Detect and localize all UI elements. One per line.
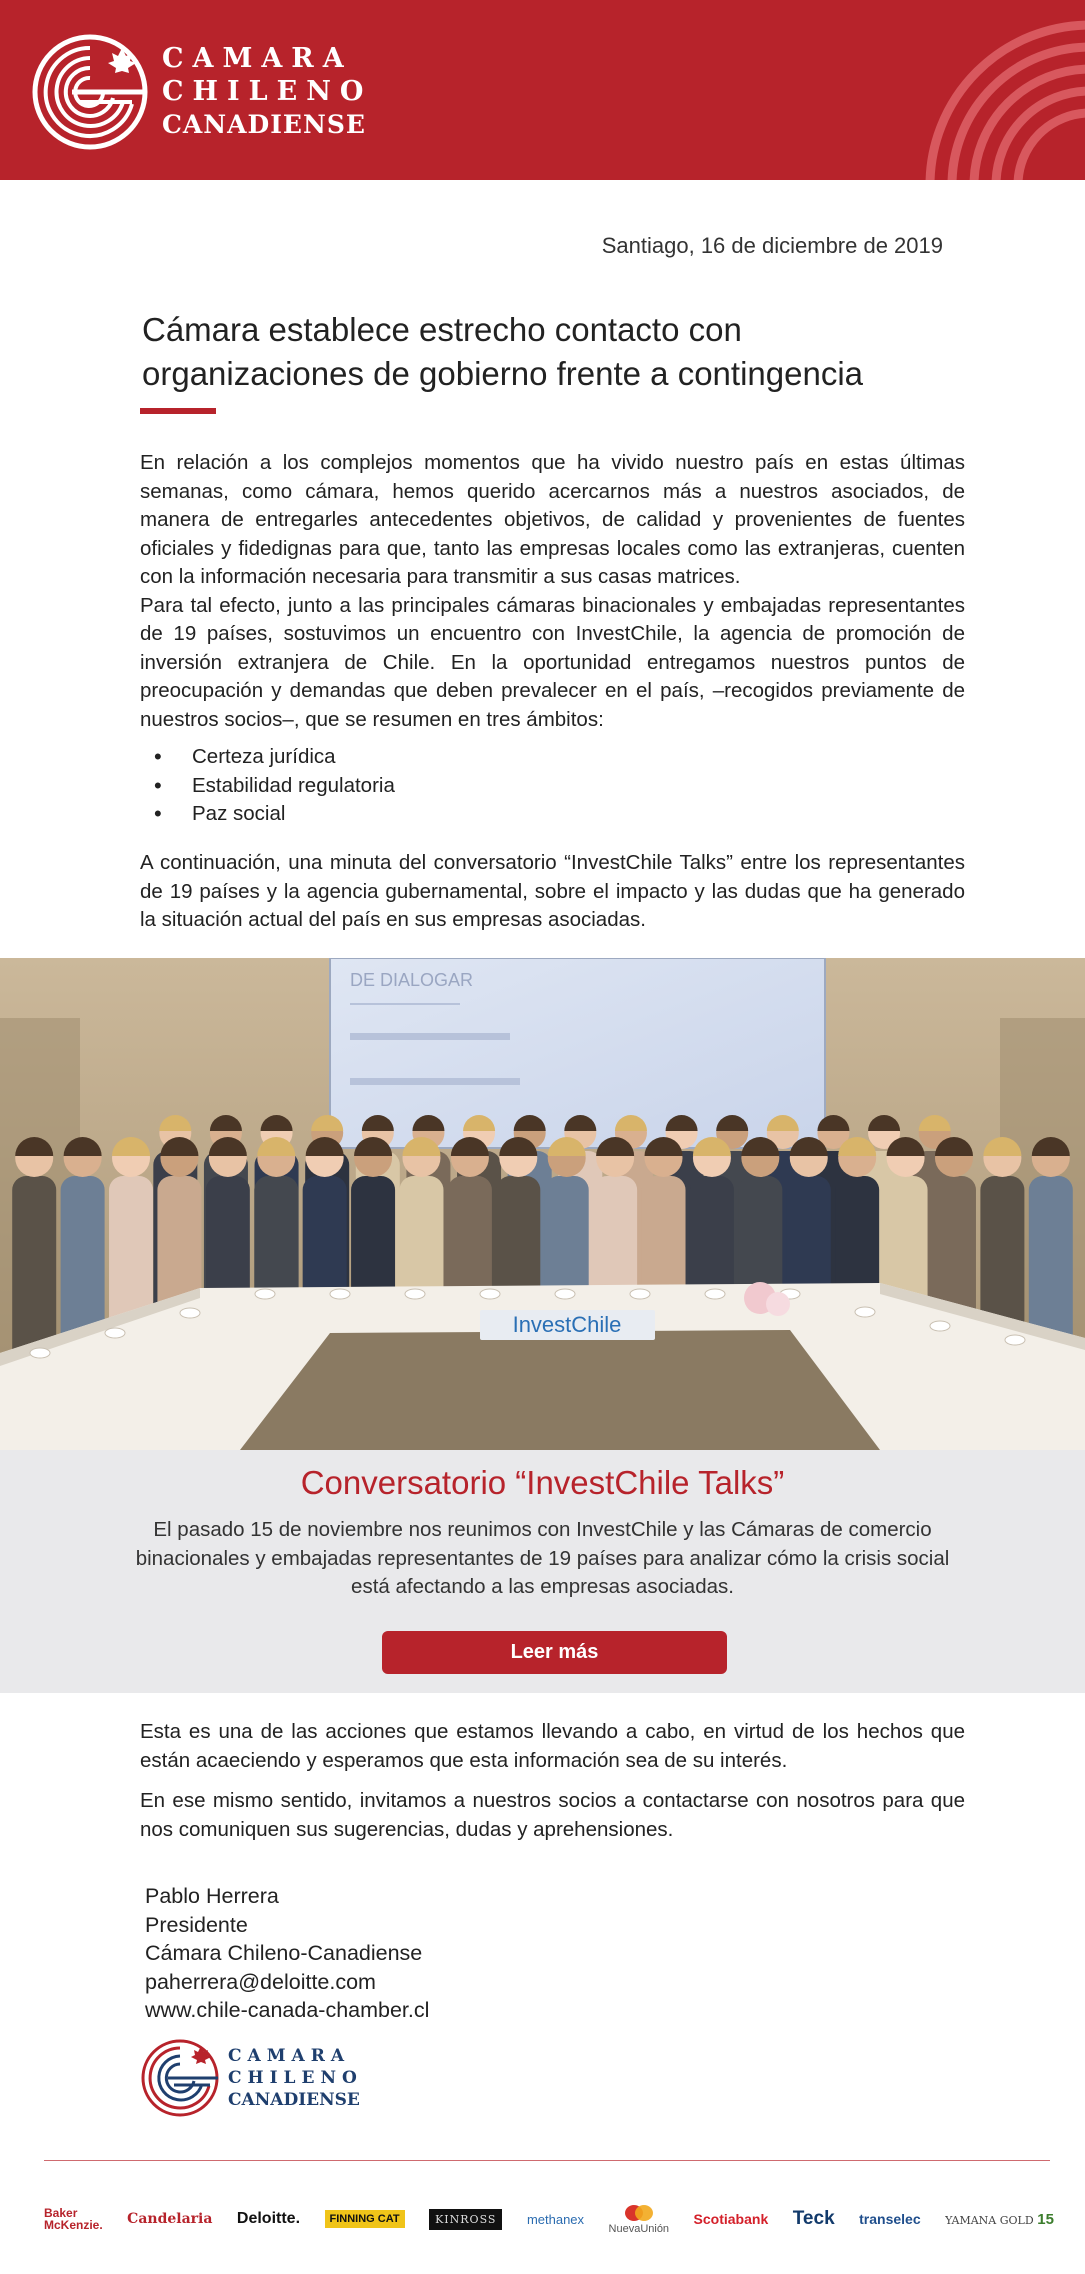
sponsor-baker-mckenzie <box>44 2207 103 2231</box>
minutes-intro <box>140 849 965 935</box>
sponsor-kinross: KINROSS <box>429 2209 502 2230</box>
sponsor-baker-line-1: Baker <box>44 2206 78 2220</box>
sponsor-logos <box>44 2196 1054 2242</box>
signer-organization: Cámara Chileno-Canadiense <box>145 1941 423 1965</box>
footer-brand-line-2: CHILENO <box>228 2068 363 2088</box>
sponsor-fifteen: 15 <box>1037 2210 1054 2228</box>
brand-line-3: CANADIENSE <box>162 110 366 139</box>
closing-text <box>140 1718 965 1844</box>
list-item: • Certeza jurídica <box>140 743 840 772</box>
sponsor-yamana: YAMANA GOLD <box>945 2213 1034 2227</box>
sponsor-scotiabank: Scotiabank <box>693 2211 769 2227</box>
investchile-sign: InvestChile <box>512 1312 622 1337</box>
group-photo-illustration <box>0 958 1085 1450</box>
header-brand <box>162 42 372 141</box>
minutes-intro-paragraph: A continuación, una minuta del conversatorio “InvestChile Talks” entre los representantes de 19 países y la agencia gubernamental, sobre el impacto y las dudas que ha generado la situación actual del país en sus empresas asociadas. <box>140 851 965 931</box>
read-more-button[interactable]: Leer más <box>382 1631 727 1674</box>
intro-paragraph-1: En relación a los complejos momentos que ha vivido nuestro país en estas últimas semanas, como cámara, hemos querido acercarnos más a nuestros asociados, de manera de entregarles antecedentes objetivos, de calidad y provenientes de fuentes oficiales y fidedignas para que, tanto las empresas locales como las extranjeras, cuenten con la información necesaria para transmitir a sus casas matrices. <box>140 451 965 588</box>
page-title: Cámara establece estrecho contacto con organizaciones de gobierno frente a contingencia <box>142 311 864 392</box>
chamber-logo-footer-icon <box>140 2038 220 2118</box>
event-photo <box>0 958 1085 1450</box>
footer-divider <box>44 2160 1050 2161</box>
signer-email-link[interactable]: paherrera@deloitte.com <box>145 1969 376 1994</box>
event-title: Conversatorio “InvestChile Talks” <box>300 1464 785 1501</box>
sponsor-finning: FINNING CAT <box>325 2210 405 2228</box>
website-link[interactable]: www.chile-canada-chamber.cl <box>145 1998 430 2022</box>
intro-text <box>140 449 965 734</box>
sponsor-methanex: methanex <box>526 2211 585 2227</box>
sponsor-yamana-group <box>945 2211 1054 2228</box>
decorative-arcs-icon <box>905 0 1085 180</box>
signer-name: Pablo Herrera <box>145 1884 279 1908</box>
title-underline <box>140 408 216 414</box>
list-item: • Estabilidad regulatoria <box>140 772 840 801</box>
brand-line-2: CHILENO <box>162 76 373 107</box>
intro-paragraph-2: Para tal efecto, junto a las principales cámaras binacionales y embajadas representantes de 19 países, sostuvimos un encuentro con InvestChile, la agencia de promoción de inversión extranjera de Chile. En la oportunidad entregamos nuestros puntos de preocupación y demandas que deben prevalecer en el país, –recogidos previamente de nuestros socios–, que se resumen en tres ámbitos: <box>140 593 965 731</box>
letter-date: Santiago, 16 de diciembre de 2019 <box>601 233 943 258</box>
topics-list <box>140 743 840 829</box>
sponsor-teck: Teck <box>792 2208 835 2229</box>
sponsor-deloitte: Deloitte. <box>236 2210 301 2227</box>
event-description: El pasado 15 de noviembre nos reunimos con InvestChile y las Cámaras de comercio binacionales y embajadas representantes de 19 países para analizar cómo la crisis social está afectando a las empresas asociadas. <box>135 1518 950 1598</box>
footer-brand <box>228 2045 363 2111</box>
signature-block <box>145 1882 429 2025</box>
brand-line-1: CAMARA <box>162 43 353 74</box>
header-banner <box>0 0 1085 180</box>
list-item: • Paz social <box>140 800 840 829</box>
leaf-icon <box>624 2203 654 2223</box>
signer-role: Presidente <box>145 1912 248 1937</box>
sponsor-candelaria: Candelaria <box>127 2211 213 2227</box>
sponsor-nueva-union <box>609 2203 670 2235</box>
closing-paragraph-1: Esta es una de las acciones que estamos llevando a cabo, en virtud de los hechos que están acaeciendo y esperamos que esta información sea de su interés. <box>140 1720 965 1772</box>
closing-paragraph-2: En ese mismo sentido, invitamos a nuestros socios a contactarse con nosotros para que nos comuniquen sus sugerencias, dudas y aprehensiones. <box>140 1789 965 1841</box>
sponsor-nueva-union-label: NuevaUnión <box>608 2223 670 2235</box>
chamber-logo-icon <box>32 34 148 150</box>
footer-brand-line-1: CAMARA <box>228 2046 351 2066</box>
sponsor-transelec: transelec <box>859 2211 921 2227</box>
footer-brand-line-3: CANADIENSE <box>228 2090 360 2110</box>
screen-text: DE DIALOGAR <box>350 970 474 990</box>
sponsor-baker-line-2: McKenzie. <box>44 2218 103 2232</box>
